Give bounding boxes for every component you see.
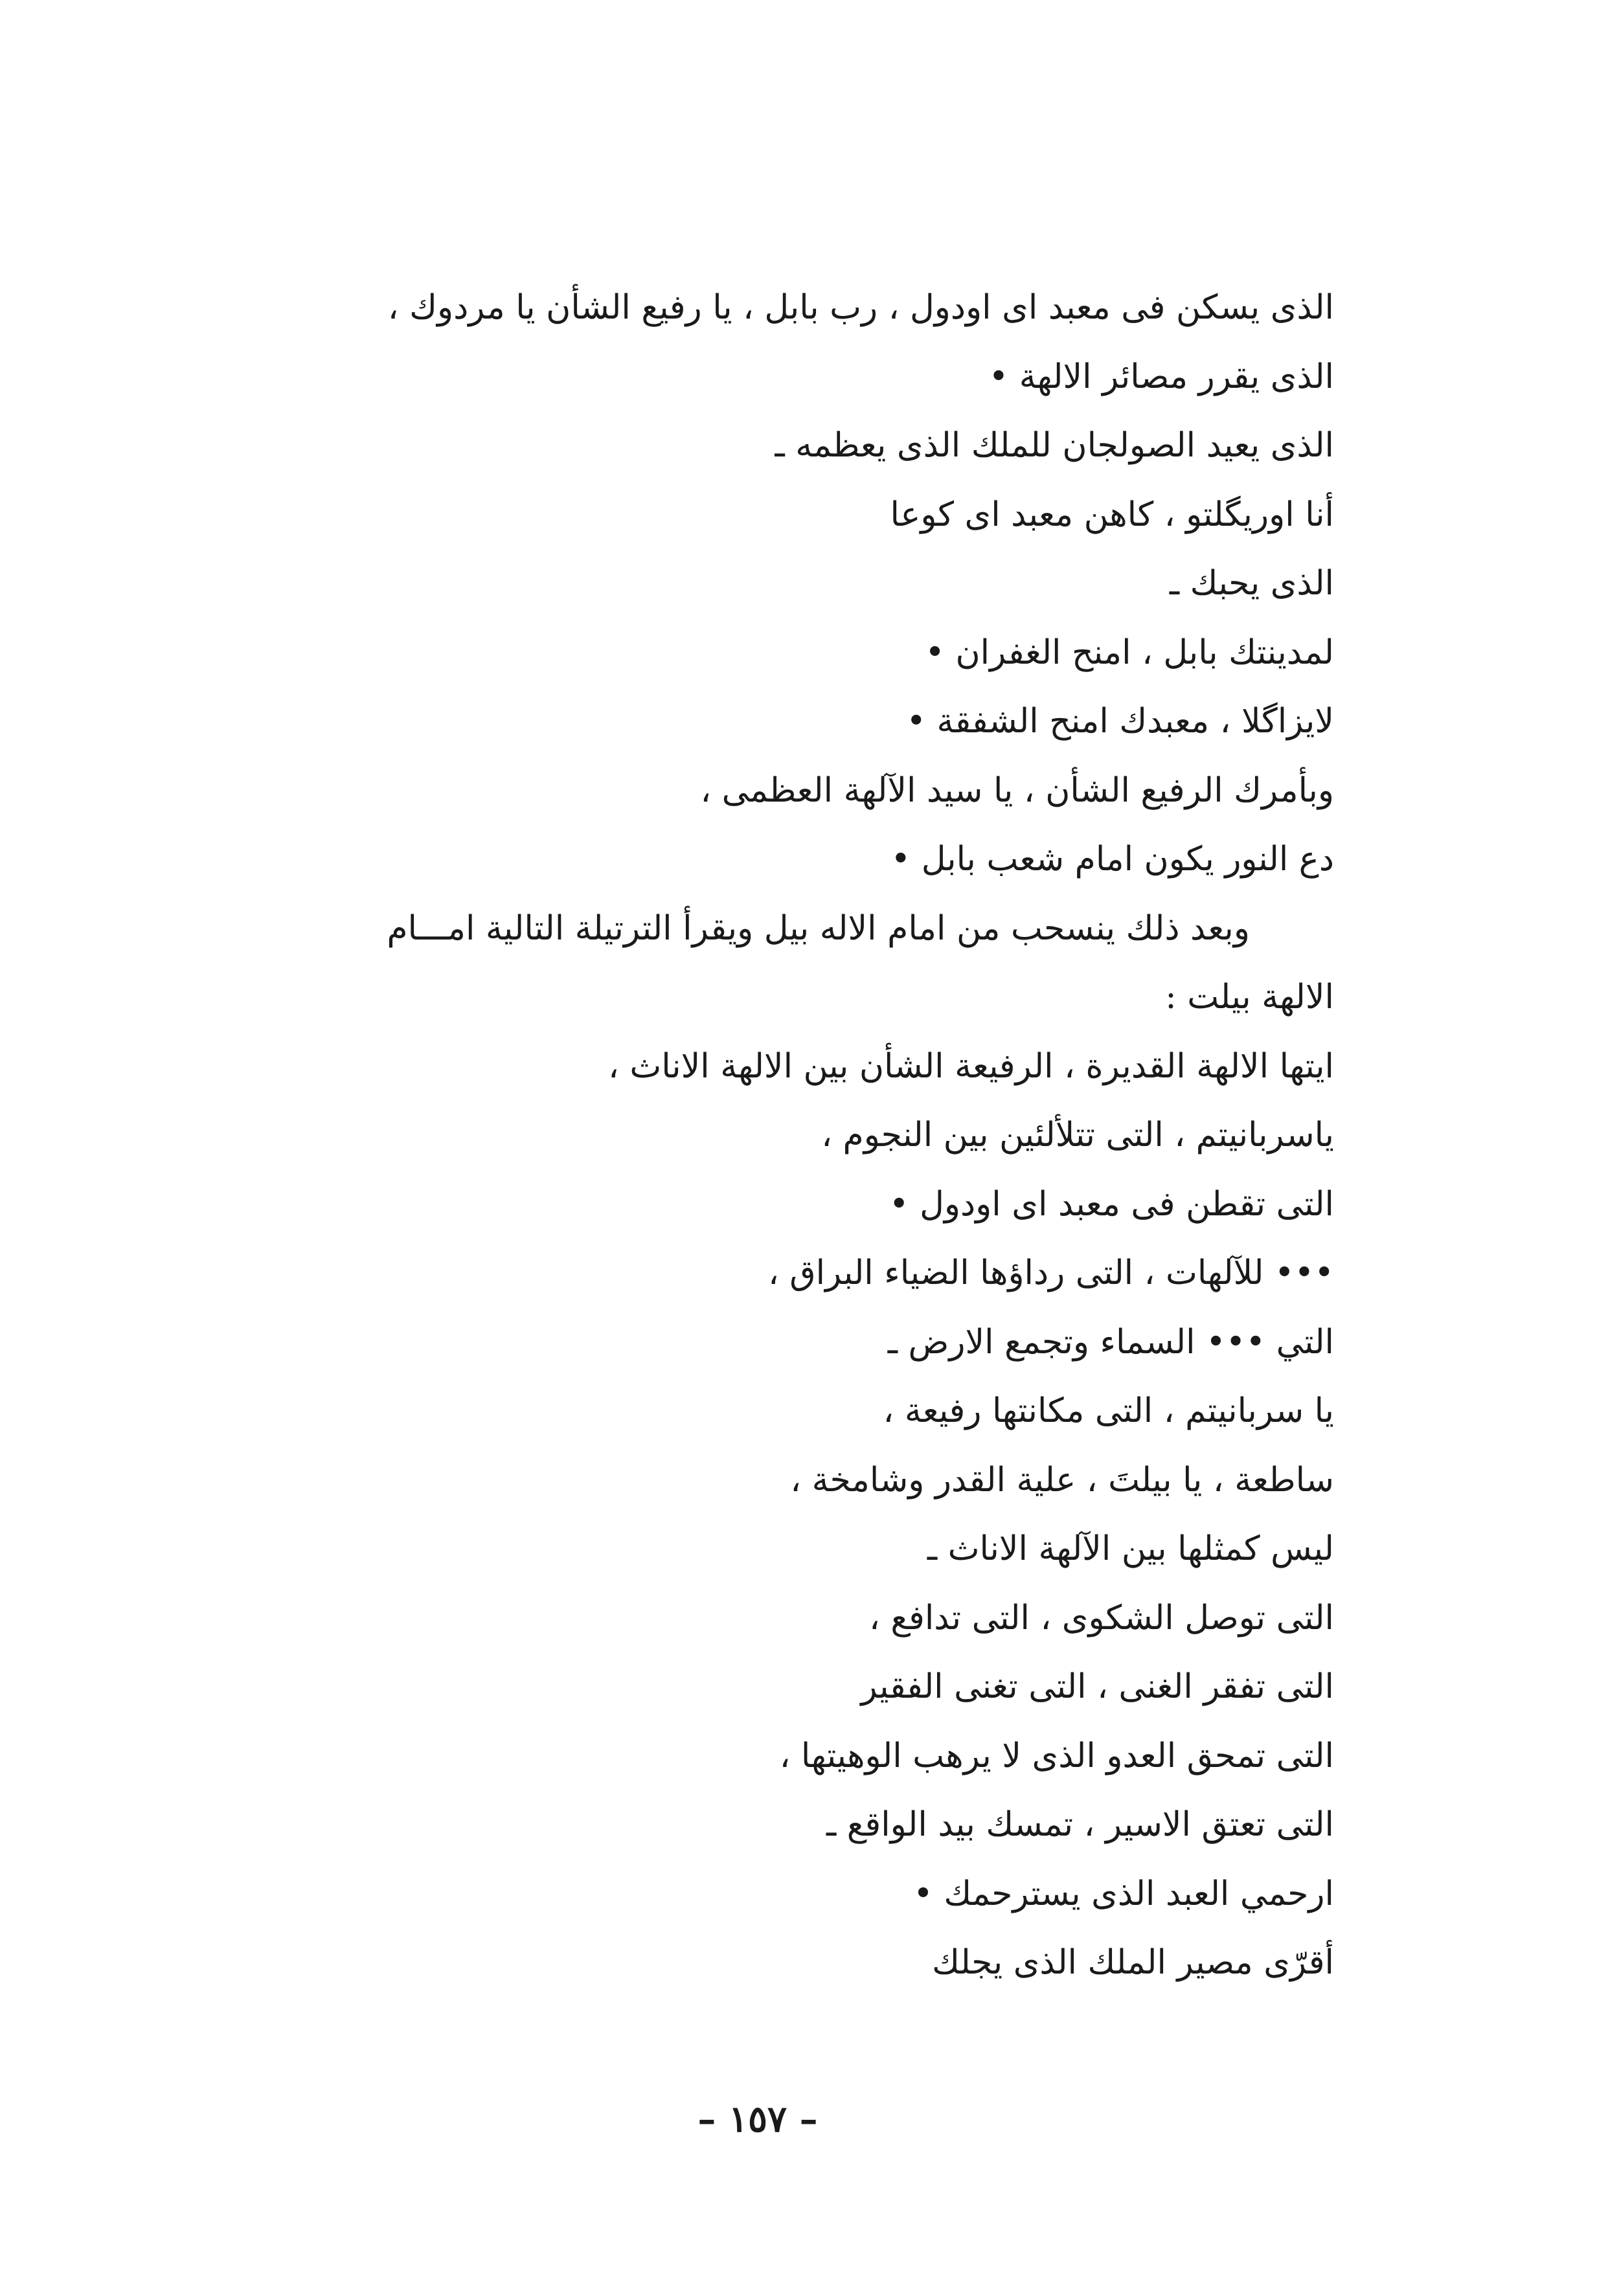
text-line: التي ••• السماء وتجمع الارض ـ xyxy=(887,1322,1334,1362)
paragraph-line: وبعد ذلك ينسحب من امام الاله بيل ويقرأ الترتيلة التالية امـــام xyxy=(387,908,1250,948)
text-line: الالهة بيلت : xyxy=(1165,978,1334,1017)
text-line: لمدينتك بابل ، امنح الغفران • xyxy=(925,633,1334,672)
text-line: التى تفقر الغنى ، التى تغنى الفقير xyxy=(861,1667,1334,1706)
text-line: لايزاگلا ، معبدك امنح الشفقة • xyxy=(906,702,1334,741)
text-line: التى تقطن فى معبد اى اودول • xyxy=(889,1184,1334,1224)
text-line: أنا اوريگلتو ، كاهن معبد اى كوعا xyxy=(890,495,1334,534)
text-line: دع النور يكون امام شعب بابل • xyxy=(890,840,1334,879)
text-line: التى تعتق الاسير ، تمسك بيد الواقع ـ xyxy=(826,1805,1334,1844)
text-line: يا سربانيتم ، التى مكانتها رفيعة ، xyxy=(883,1391,1334,1430)
page-number: – ١٥٧ – xyxy=(697,2098,818,2141)
text-line: ايتها الالهة القديرة ، الرفيعة الشأن بين الالهة الاناث ، xyxy=(608,1046,1334,1086)
text-line: الذى يقرر مصائر الالهة • xyxy=(988,357,1334,396)
text-line: التى توصل الشكوى ، التى تدافع ، xyxy=(869,1598,1334,1638)
text-line: أقرّى مصير الملك الذى يجلك xyxy=(932,1943,1334,1982)
text-line: التى تمحق العدو الذى لا يرهب الوهيتها ، xyxy=(779,1736,1334,1775)
text-line: ساطعة ، يا بيلتَ ، علية القدر وشامخة ، xyxy=(790,1460,1334,1500)
text-line: وبأمرك الرفيع الشأن ، يا سيد الآلهة العظمى ، xyxy=(700,771,1334,810)
text-line: ليس كمثلها بين الآلهة الاناث ـ xyxy=(927,1529,1334,1568)
text-line: الذى يحبك ـ xyxy=(1169,564,1334,603)
text-line: الذى يسكن فى معبد اى اودول ، رب بابل ، يا رفيع الشأن يا مردوك ، xyxy=(387,288,1334,327)
text-line: ياسربانيتم ، التى تتلألئين بين النجوم ، xyxy=(821,1116,1334,1154)
text-line: الذى يعيد الصولجان للملك الذى يعظمه ـ xyxy=(775,426,1334,465)
body-text xyxy=(266,273,1334,1998)
text-line: ••• للآلهات ، التى رداؤها الضياء البراق ، xyxy=(767,1254,1334,1292)
text-line: ارحمي العبد الذى يسترحمك • xyxy=(913,1874,1334,1913)
